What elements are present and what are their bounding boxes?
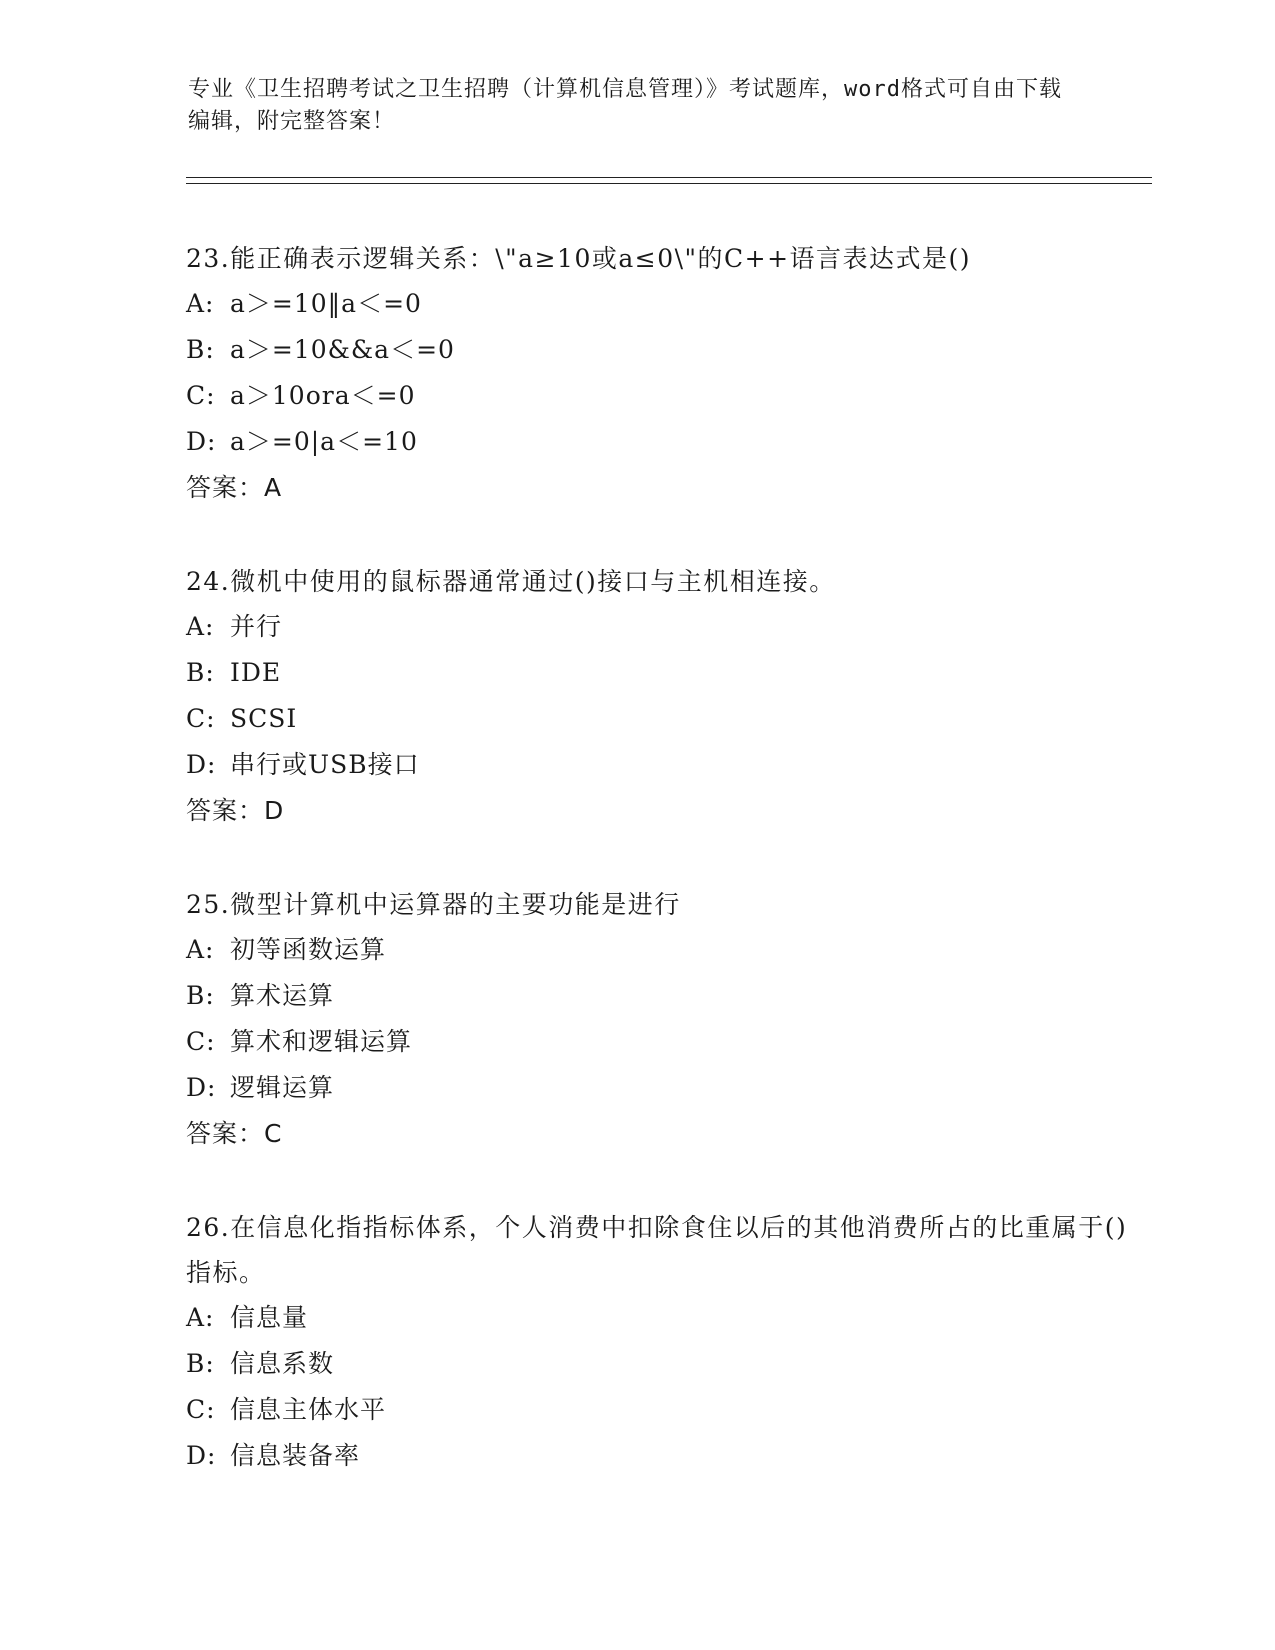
option-key: A: <box>186 935 215 964</box>
option-key: D: <box>186 1073 217 1102</box>
question-25 <box>186 882 1146 1157</box>
question-24 <box>186 559 1146 834</box>
question-stem: 26.在信息化指指标体系，个人消费中扣除食住以后的其他消费所占的比重属于()指标。 <box>186 1213 1128 1287</box>
header-rule-bottom <box>186 183 1152 184</box>
answer: 答案：C <box>186 1119 283 1148</box>
option-c <box>186 1019 1146 1065</box>
option-text: 算术运算 <box>230 981 335 1010</box>
option-text: 信息量 <box>230 1303 309 1332</box>
option-key: B: <box>186 981 215 1010</box>
option-key: A: <box>186 289 215 318</box>
option-key: C: <box>186 704 216 733</box>
option-text: a＞=10&&a＜=0 <box>230 335 455 364</box>
option-key: B: <box>186 335 215 364</box>
answer: 答案：A <box>186 473 283 502</box>
question-stem: 23.能正确表示逻辑关系：\"a≥10或a≤0\"的C++语言表达式是() <box>186 244 972 273</box>
option-text: 信息装备率 <box>230 1441 361 1470</box>
option-text: 并行 <box>230 612 283 641</box>
option-b <box>186 1341 1146 1387</box>
option-text: 算术和逻辑运算 <box>230 1027 413 1056</box>
option-key: D: <box>186 427 217 456</box>
option-c <box>186 696 1146 742</box>
option-text: 信息系数 <box>230 1349 335 1378</box>
option-a <box>186 281 1146 327</box>
option-key: A: <box>186 1303 215 1332</box>
option-key: B: <box>186 658 215 687</box>
option-text: a＞=0|a＜=10 <box>230 427 418 456</box>
option-b <box>186 650 1146 696</box>
option-key: C: <box>186 1027 216 1056</box>
option-text: 逻辑运算 <box>230 1073 335 1102</box>
option-b <box>186 973 1146 1019</box>
question-26 <box>186 1205 1146 1479</box>
option-c <box>186 1387 1146 1433</box>
option-key: C: <box>186 1395 216 1424</box>
option-a <box>186 927 1146 973</box>
option-key: C: <box>186 381 216 410</box>
option-text: a＞=10‖a＜=0 <box>230 289 422 318</box>
document-header: 专业《卫生招聘考试之卫生招聘（计算机信息管理）》考试题库，word格式可自由下载编辑，附完整答案！ <box>188 77 1062 134</box>
question-stem: 25.微型计算机中运算器的主要功能是进行 <box>186 890 681 919</box>
option-key: D: <box>186 750 217 779</box>
option-b <box>186 327 1146 373</box>
option-key: D: <box>186 1441 217 1470</box>
question-list <box>186 236 1146 1527</box>
option-text: SCSI <box>230 704 298 733</box>
option-key: B: <box>186 1349 215 1378</box>
option-text: 串行或USB接口 <box>230 750 420 779</box>
header-rule-top <box>186 177 1152 178</box>
question-stem: 24.微机中使用的鼠标器通常通过()接口与主机相连接。 <box>186 567 836 596</box>
option-text: IDE <box>230 658 282 687</box>
option-d <box>186 742 1146 788</box>
question-23 <box>186 236 1146 511</box>
option-d <box>186 419 1146 465</box>
answer: 答案：D <box>186 796 285 825</box>
option-a <box>186 1295 1146 1341</box>
option-key: A: <box>186 612 215 641</box>
option-a <box>186 604 1146 650</box>
option-c <box>186 373 1146 419</box>
option-d <box>186 1065 1146 1111</box>
option-text: 信息主体水平 <box>230 1395 387 1424</box>
option-text: 初等函数运算 <box>230 935 387 964</box>
option-text: a＞10ora＜=0 <box>230 381 416 410</box>
option-d <box>186 1433 1146 1479</box>
